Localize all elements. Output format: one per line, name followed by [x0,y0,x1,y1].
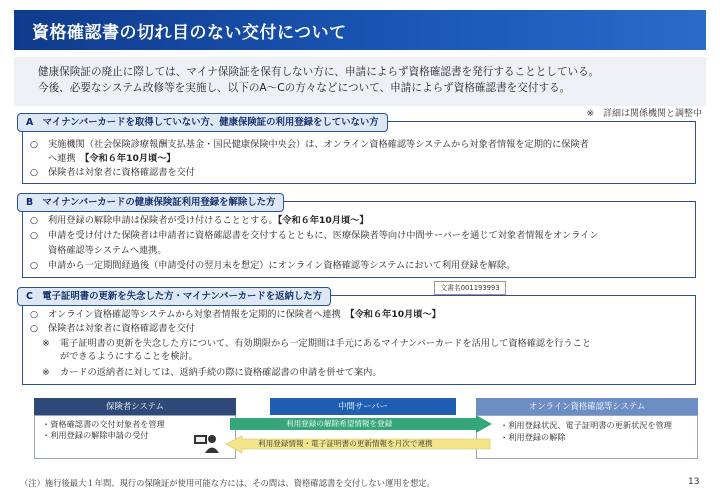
section-c-line-2 [30,322,195,335]
insurer-item-1: ・資格確認書の交付対象者を管理 [42,419,165,429]
section-b-heading: B マイナンバーカードの健康保険証利用登録を解除した方 [17,193,284,212]
intro-line-2: 今後、必要なシステム改修等を実施し、以下のA～Cの方々などについて、申請によらず資格確認書を交付する。 [38,82,571,94]
date-label: 【令和６年10月頃～】 [277,215,369,226]
middle-server-header: 中間サーバー [270,398,456,415]
line-text: カードの返納者に対しては、返納手続の際に資格確認書の申請を併せて案内。 [60,367,382,378]
section-c-line-5 [42,366,382,379]
insurer-item-2: ・利用登録の解除申請の受付 [42,430,149,440]
bullet-mark: ○ [30,260,39,271]
person-computer-icon [193,432,219,454]
line-text: 申請を受け付けた保険者は申請者に資格確認書を交付するとともに、医療保険者等向け中間サーバーを通じて対象者情報をオンライン [48,230,599,241]
insurer-system-header: 保険者システム [34,398,236,415]
section-a-line-3 [30,166,195,179]
page-number: 13 [688,477,700,487]
online-item-1: ・利用登録状況、電子証明書の更新状況を管理 [500,420,672,430]
section-c-line-1 [30,308,441,321]
bullet-mark: ○ [30,230,39,241]
arrow-2-label: 利用登録情報・電子証明書の更新情報を月次で連携 [258,439,433,448]
line-text: へ連携 [48,153,85,164]
line-text: ができるようにすることを検討。 [60,351,198,362]
title-banner [14,10,706,50]
bullet-mark: ○ [30,323,39,334]
note-text: ※ 詳細は関係機関と調整中 [586,109,702,119]
line-text: 保険者は対象者に資格確認書を交付 [48,323,195,334]
bullet-mark: ○ [30,167,39,178]
date-label: 【令和６年10月頃～】 [84,153,176,164]
note-mark: ※ [42,367,50,378]
line-text: 保険者は対象者に資格確認書を交付 [48,167,195,178]
intro-line-1: 健康保険証の廃止に際しては、マイナ保険証を保有しない方に、申請によらず資格確認書を発行することとしている。 [38,66,600,78]
section-c-heading: C 電子証明書の更新を失念した方・マイナンバーカードを返納した方 [17,287,331,306]
arrow-1-label: 利用登録の解除希望情報を登録 [286,419,393,428]
intro-box [14,57,706,106]
section-a-line-1 [30,138,589,151]
section-a-heading: A マイナンバーカードを取得していない方、健康保険証の利用登録をしていない方 [17,113,388,132]
line-text: 利用登録の解除申請は保険者が受け付けることとする。 [48,215,278,226]
section-c-line-3 [42,337,591,350]
section-b-line-1 [30,214,369,227]
online-item-2: ・利用登録の解除 [500,432,566,442]
bullet-mark: ○ [30,215,39,226]
line-text: 資格確認等システムへ連携。 [48,245,167,256]
page-title: 資格確認書の切れ目のない交付について [32,23,347,43]
bullet-mark: ○ [30,309,39,320]
bullet-mark: ○ [30,139,39,150]
section-b-line-4 [30,259,515,272]
line-text: 実施機関（社会保険診療報酬支払基金・国民健康保険中央会）は、オンライン資格確認等システムから対象者情報を定期的に保険者 [48,139,589,150]
line-text: 電子証明書の更新を失念した方について、有効期限から一定期間は手元にあるマイナンバーカードを活用して資格確認を行うこと [60,338,592,349]
footnote: （注）施行後最大１年間、現行の保険証が使用可能な方には、その間は、資格確認書を交付しない運用を想定。 [20,478,435,488]
line-text: 申請から一定期間経過後（申請受付の翌月末を想定）にオンライン資格確認等システムにおいて利用登録を解除。 [48,260,516,271]
section-b-line-3 [30,244,167,257]
note-mark: ※ [42,338,50,349]
document-id-label: 文書名001193993 [434,281,506,295]
section-b-line-2 [30,229,599,242]
section-c-line-4 [42,350,198,363]
section-a-line-2 [30,152,176,165]
date-label: 【令和６年10月頃～】 [350,309,441,320]
line-text: オンライン資格確認等システムから対象者情報を定期的に保険者へ連携 [48,309,350,320]
online-system-header: オンライン資格確認等システム [476,398,698,415]
